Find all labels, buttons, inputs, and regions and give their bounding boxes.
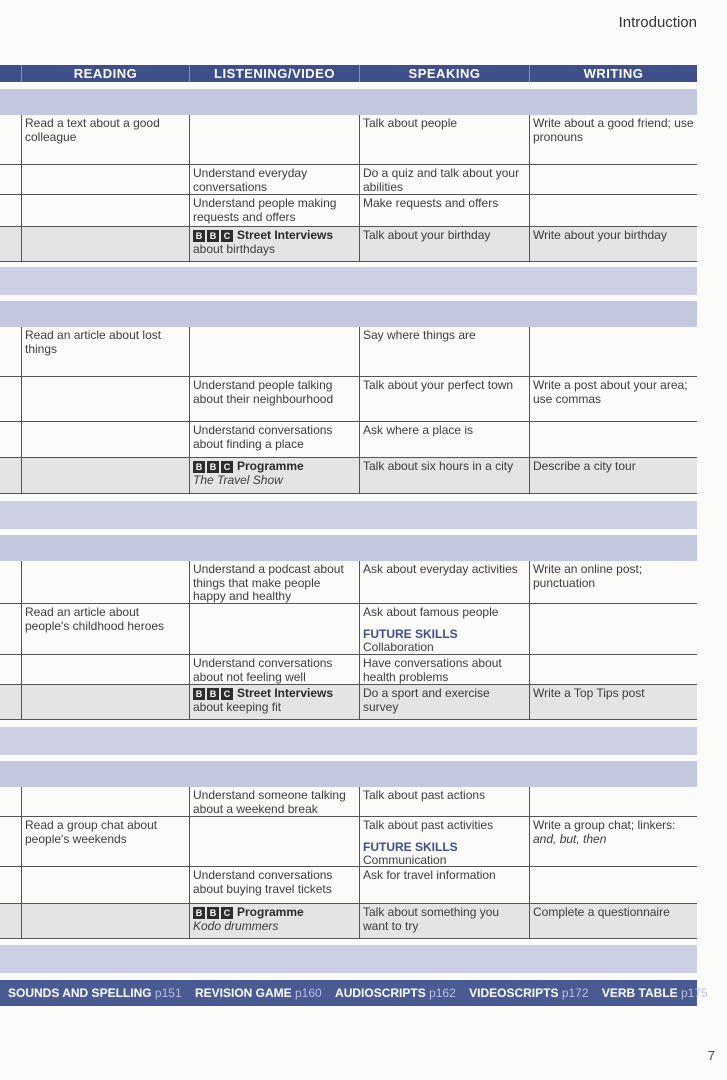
unit-band xyxy=(0,945,697,973)
speaking-cell: Do a quiz and talk about your abilities xyxy=(360,165,530,194)
video-title: Street Interviews xyxy=(237,686,334,700)
listening-cell: Understand a podcast about things that make people happy and healthy xyxy=(190,561,360,603)
reading-cell xyxy=(22,422,190,457)
footer-page: p160 xyxy=(295,986,322,1000)
header-listening: LISTENING/VIDEO xyxy=(190,65,360,82)
writing-cell xyxy=(530,867,697,903)
writing-cell: Write about a good friend; use pronouns xyxy=(533,116,694,144)
future-skills-label: FUTURE SKILLS xyxy=(363,626,458,641)
unit-band xyxy=(0,535,697,561)
table-row xyxy=(0,904,697,939)
header-writing: WRITING xyxy=(583,66,644,81)
footer-link-revision[interactable]: REVISION GAME xyxy=(194,986,292,1000)
reading-cell: Read an article about lost things xyxy=(22,327,190,376)
unit-band xyxy=(0,501,697,529)
video-cell xyxy=(190,685,360,719)
speaking-cell: Talk about past actions xyxy=(360,787,530,816)
reading-cell xyxy=(22,787,190,816)
future-skill-name: Collaboration xyxy=(363,640,434,654)
listening-cell xyxy=(190,115,360,164)
video-subtitle: about keeping fit xyxy=(193,699,282,714)
speaking-cell: Ask where a place is xyxy=(360,422,530,457)
writing-cell: Write an online post; punctuation xyxy=(533,562,643,590)
speaking-text: Talk about past activities xyxy=(363,818,494,832)
table-row xyxy=(0,867,697,904)
speaking-cell: Talk about people xyxy=(360,115,530,164)
footer-page: p162 xyxy=(429,986,456,1000)
footer-bar xyxy=(0,980,708,1006)
listening-cell xyxy=(190,327,360,376)
reading-cell: Read a group chat about people's weekends xyxy=(22,817,190,866)
table-row xyxy=(0,327,697,377)
table-row xyxy=(0,685,697,720)
video-title: Programme xyxy=(237,459,304,473)
video-cell xyxy=(190,458,360,493)
future-skills-label: FUTURE SKILLS xyxy=(363,839,458,854)
unit-band xyxy=(0,301,697,327)
page-number: 7 xyxy=(707,1048,715,1063)
table-row xyxy=(0,377,697,422)
writing-cell xyxy=(530,817,697,866)
reading-cell xyxy=(22,458,190,493)
speaking-cell: Talk about something you want to try xyxy=(360,904,530,938)
writing-linkers: and, but, then xyxy=(533,831,607,846)
unit-band xyxy=(0,761,697,787)
reading-cell xyxy=(22,377,190,421)
listening-cell: Understand someone talking about a weekend break xyxy=(190,787,360,816)
listening-cell xyxy=(190,817,360,866)
listening-cell: Understand people making requests and offers xyxy=(190,195,360,226)
reading-cell xyxy=(22,195,190,226)
writing-text: Write a group chat; linkers: xyxy=(533,818,676,832)
footer-link-sounds[interactable]: SOUNDS AND SPELLING xyxy=(8,986,152,1000)
writing-cell xyxy=(530,422,697,457)
writing-cell: Write about your birthday xyxy=(533,228,667,242)
table-row xyxy=(0,655,697,685)
reading-cell xyxy=(22,685,190,719)
speaking-cell: Have conversations about health problems xyxy=(360,655,530,684)
speaking-cell: Do a sport and exercise survey xyxy=(360,685,530,719)
writing-cell xyxy=(530,195,697,226)
footer-page: p172 xyxy=(561,986,589,1000)
unit-band xyxy=(0,727,697,755)
writing-cell: Describe a city tour xyxy=(533,459,636,473)
footer-page: p175 xyxy=(681,986,708,1000)
unit-band xyxy=(0,89,697,115)
listening-cell: Understand people talking about their neighbourhood xyxy=(190,377,360,421)
writing-cell: Write a post about your area; use commas xyxy=(533,378,688,406)
video-title: Programme xyxy=(237,905,304,919)
table-row xyxy=(0,561,697,604)
writing-cell: Complete a questionnaire xyxy=(533,905,670,919)
listening-cell: Understand conversations about finding a place xyxy=(190,422,360,457)
speaking-cell: Ask for travel information xyxy=(360,867,530,903)
video-subtitle: The Travel Show xyxy=(193,472,283,487)
video-subtitle: Kodo drummers xyxy=(193,918,279,933)
page-title: Introduction xyxy=(618,14,697,31)
listening-cell xyxy=(190,604,360,654)
reading-cell xyxy=(22,904,190,938)
speaking-cell: Say where things are xyxy=(360,327,530,376)
speaking-cell: Make requests and offers xyxy=(360,195,530,226)
reading-cell: Read a text about a good colleague xyxy=(22,115,190,164)
table-row xyxy=(0,787,697,817)
table-header xyxy=(0,65,697,82)
video-title: Street Interviews xyxy=(237,228,334,242)
video-subtitle: about birthdays xyxy=(193,241,276,256)
video-cell xyxy=(190,904,360,938)
writing-cell xyxy=(530,787,697,816)
writing-cell xyxy=(530,165,697,194)
table-row xyxy=(0,195,697,227)
table-row xyxy=(0,165,697,195)
table-row xyxy=(0,604,697,655)
listening-cell: Understand conversations about not feeling well xyxy=(190,655,360,684)
speaking-cell: Talk about your birthday xyxy=(360,227,530,261)
footer-link-audioscripts[interactable]: AUDIOSCRIPTS xyxy=(335,986,426,1000)
reading-cell xyxy=(22,165,190,194)
future-skill-name: Communication xyxy=(363,853,447,866)
footer-link-videoscripts[interactable]: VIDEOSCRIPTS xyxy=(469,986,559,1000)
unit-band xyxy=(0,267,697,295)
reading-cell: Read an article about people's childhood heroes xyxy=(22,604,190,654)
reading-cell xyxy=(22,655,190,684)
speaking-cell xyxy=(360,817,530,866)
header-spacer xyxy=(0,65,22,82)
writing-cell xyxy=(530,655,697,684)
table-row xyxy=(0,422,697,458)
speaking-cell: Ask about everyday activities xyxy=(360,561,530,603)
table-row xyxy=(0,458,697,494)
footer-link-verb-table[interactable]: VERB TABLE xyxy=(601,986,678,1000)
speaking-cell xyxy=(360,604,530,654)
writing-cell xyxy=(530,327,697,376)
bbc-logo: B B C xyxy=(193,230,233,242)
table-row xyxy=(0,227,697,262)
speaking-cell: Talk about your perfect town xyxy=(360,377,530,421)
video-cell xyxy=(190,227,360,261)
table-row xyxy=(0,817,697,867)
speaking-cell: Talk about six hours in a city xyxy=(360,458,530,493)
reading-cell xyxy=(22,227,190,261)
bbc-logo: B B C xyxy=(193,907,233,919)
writing-cell xyxy=(530,604,697,654)
reading-cell xyxy=(22,867,190,903)
listening-cell: Understand conversations about buying travel tickets xyxy=(190,867,360,903)
bbc-logo: B B C xyxy=(193,688,233,700)
listening-cell: Understand everyday conversations xyxy=(190,165,360,194)
reading-cell xyxy=(22,561,190,603)
speaking-text: Ask about famous people xyxy=(363,605,499,619)
header-speaking: SPEAKING xyxy=(360,65,530,82)
footer-page: p151 xyxy=(154,986,182,1000)
table-row xyxy=(0,115,697,165)
bbc-logo: B B C xyxy=(193,461,233,473)
header-reading: READING xyxy=(22,65,190,82)
writing-cell: Write a Top Tips post xyxy=(533,686,645,700)
